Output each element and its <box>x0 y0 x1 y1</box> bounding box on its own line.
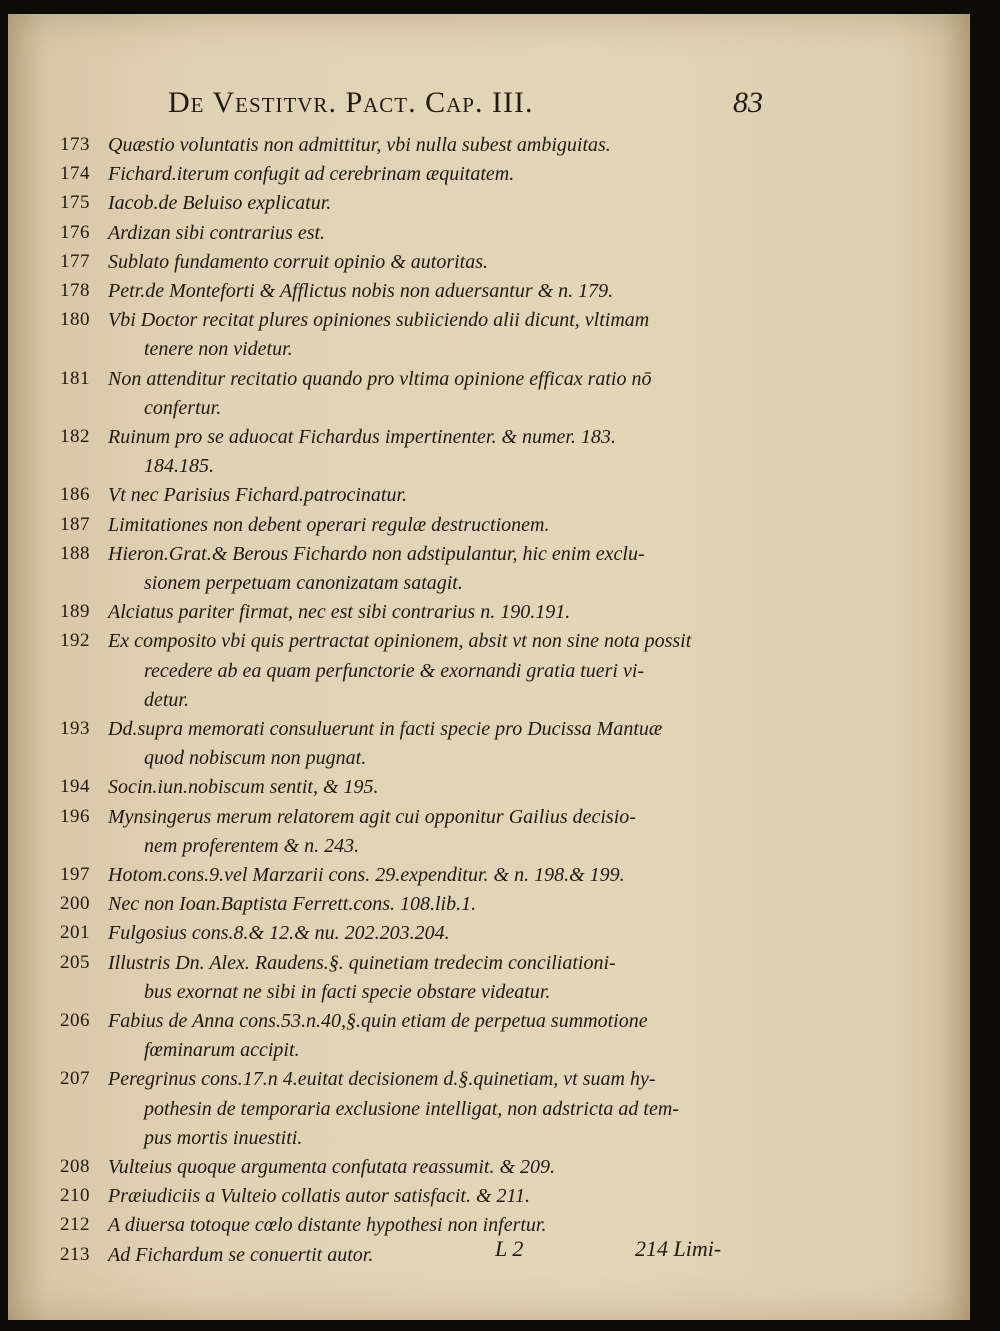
entry-text: Hotom.cons.9.vel Marzarii cons. 29.expenditur. & n. 198.& 199. <box>108 864 625 886</box>
entry-text-continuation: sionem perpetuam canonizatam satagit. <box>144 571 463 594</box>
entry-number: 212 <box>60 1214 90 1236</box>
entry-text: Dd.supra memorati consuluerunt in facti specie pro Ducissa Mantuæ <box>108 718 663 740</box>
entry-number: 187 <box>60 513 90 535</box>
entry-text: Sublato fundamento corruit opinio & autoritas. <box>108 250 489 273</box>
entry-text-continuation: detur. <box>144 688 189 711</box>
entry-text: Fabius de Anna cons.53.n.40,§.quin etiam de perpetua summotione <box>108 1010 648 1032</box>
entry-number: 210 <box>60 1185 90 1207</box>
entry-text-continuation: nem proferentem & n. 243. <box>144 834 360 857</box>
entry-text-continuation: 184.185. <box>144 455 214 478</box>
entry-text: Præiudiciis a Vulteio collatis autor satisfacit. & 211. <box>108 1185 531 1208</box>
entry-number: 189 <box>60 601 90 623</box>
entry-text: Alciatus pariter firmat, nec est sibi contrarius n. 190.191. <box>108 601 571 624</box>
entry-text-continuation: bus exornat ne sibi in facti specie obstare videatur. <box>144 980 551 1003</box>
entry-number: 173 <box>60 134 90 155</box>
entry-text: Ad Fichardum se conuertit autor. <box>108 1243 374 1266</box>
entry-number: 176 <box>60 221 90 243</box>
entry-text: A diuersa totoque cœlo distante hypothesi non infertur. <box>108 1214 547 1237</box>
entry-number: 181 <box>60 367 90 389</box>
entry-text: Illustris Dn. Alex. Raudens.§. quinetiam tredecim conciliationi- <box>108 951 616 974</box>
entry-text-continuation: pothesin de temporaria exclusione intelligat, non adstricta ad tem- <box>144 1097 679 1120</box>
entry-text: Quæstio voluntatis non admittitur, vbi nulla subest ambiguitas. <box>108 134 611 156</box>
entry-text: Ardizan sibi contrarius est. <box>108 221 326 244</box>
entry-text: Ex composito vbi quis pertractat opinionem, absit vt non sine nota possit <box>108 630 692 653</box>
entry-number: 208 <box>60 1156 90 1177</box>
entry-number: 182 <box>60 426 90 447</box>
entry-text: Nec non Ioan.Baptista Ferrett.cons. 108.lib.1. <box>108 893 477 916</box>
entry-number: 197 <box>60 864 90 885</box>
entry-text: Socin.iun.nobiscum sentit, & 195. <box>108 776 379 799</box>
entry-text: Mynsingerus merum relatorem agit cui opponitur Gailius decisio- <box>108 805 636 828</box>
entry-number: 200 <box>60 893 90 915</box>
book-page <box>8 14 970 1320</box>
entry-text: Vt nec Parisius Fichard.patrocinatur. <box>108 484 408 507</box>
entry-text: Peregrinus cons.17.n 4.euitat decisionem d.§.quinetiam, vt suam hy- <box>108 1068 656 1091</box>
entry-text: Hieron.Grat.& Berous Fichardo non adstipulantur, hic enim exclu- <box>108 542 645 565</box>
running-title: De Vestitvr. Pact. Cap. III. <box>168 86 534 119</box>
entry-text-continuation: recedere ab ea quam perfunctorie & exornandi gratia tueri vi- <box>144 659 645 682</box>
entry-number: 207 <box>60 1068 90 1090</box>
entry-number: 180 <box>60 309 90 331</box>
entry-text: Vulteius quoque argumenta confutata reassumit. & 209. <box>108 1156 556 1178</box>
catchword: 214 Limi- <box>635 1236 722 1261</box>
entry-text: Ruinum pro se aduocat Fichardus impertinenter. & numer. 183. <box>108 426 616 448</box>
page-edge-shadow <box>942 14 970 1320</box>
entry-number: 213 <box>60 1243 90 1265</box>
entry-number: 194 <box>60 776 90 798</box>
entry-number: 201 <box>60 922 90 944</box>
entry-text-continuation: tenere non videtur. <box>144 338 293 361</box>
page-header <box>168 86 928 126</box>
entry-number: 196 <box>60 805 90 827</box>
entry-number: 175 <box>60 192 90 214</box>
entry-text: Vbi Doctor recitat plures opiniones subiiciendo alii dicunt, vltimam <box>108 309 650 332</box>
entry-number: 186 <box>60 484 90 506</box>
entry-number: 205 <box>60 951 90 973</box>
entry-number: 188 <box>60 542 90 564</box>
entry-text-continuation: fœminarum accipit. <box>144 1039 300 1062</box>
page-footer <box>8 1236 970 1272</box>
signature-mark: L 2 <box>495 1236 524 1261</box>
entry-text-continuation: confertur. <box>144 396 222 419</box>
entry-text: Iacob.de Beluiso explicatur. <box>108 192 332 215</box>
entry-text: Non attenditur recitatio quando pro vltima opinione efficax ratio nō <box>108 367 652 390</box>
entry-text: Limitationes non debent operari regulæ destructionem. <box>108 513 550 536</box>
entry-number: 178 <box>60 280 90 301</box>
entry-number: 206 <box>60 1010 90 1031</box>
entry-number: 193 <box>60 718 90 739</box>
entry-number: 192 <box>60 630 90 652</box>
entry-text-continuation: pus mortis inuestiti. <box>144 1126 303 1149</box>
page-number: 83 <box>733 86 763 119</box>
entry-text: Petr.de Monteforti & Afflictus nobis non aduersantur & n. 179. <box>108 280 614 302</box>
entry-text: Fichard.iterum confugit ad cerebrinam æquitatem. <box>108 163 515 186</box>
entry-text: Fulgosius cons.8.& 12.& nu. 202.203.204. <box>108 922 450 945</box>
entry-number: 177 <box>60 250 90 272</box>
entry-number: 174 <box>60 163 90 185</box>
entry-text-continuation: quod nobiscum non pugnat. <box>144 747 367 770</box>
